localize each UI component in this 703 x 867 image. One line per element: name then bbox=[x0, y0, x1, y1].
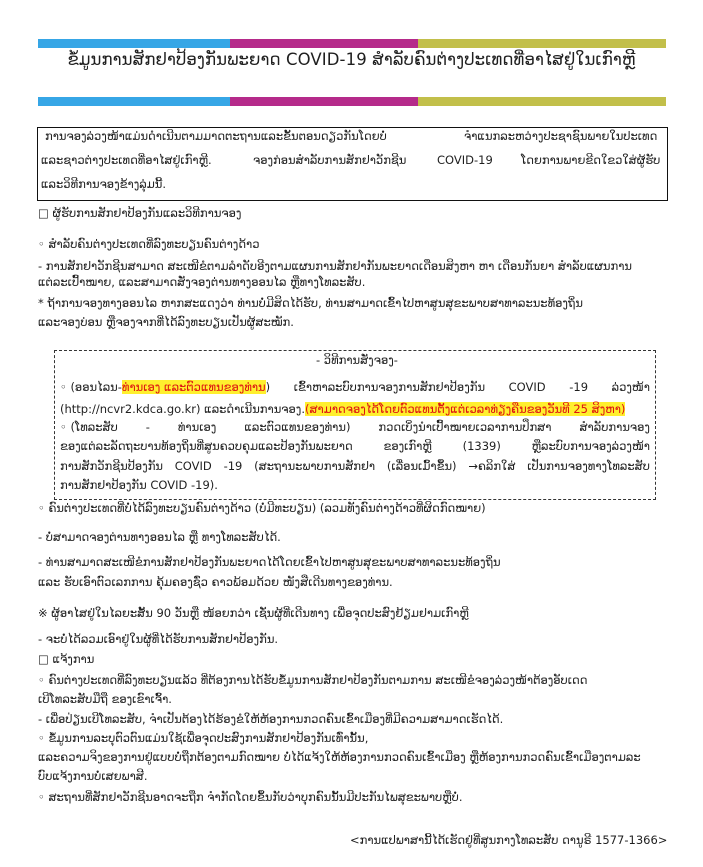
phone-for-booking: ສໍາລັບການຈອງ bbox=[579, 420, 650, 434]
online-advance: ລ່ວງໜ້າ bbox=[611, 380, 650, 394]
status-mouse: (ເລື່ອນເມົ້າຂຶ້ນ) bbox=[386, 459, 457, 473]
para-ineligible-line2: ແລະຈອງບ່ອນ ຫຼືຈອງຈາກທີ່ໄດ້ລົງທະບຽນເປັນຜູ້ສະໝັກ. bbox=[38, 315, 294, 329]
para-ineligible-line1: * ຖ້າການຈອງທາງອອນໄລ ຫາກສະແດງວ່າ ທ່ານບໍ່ມີສິດໄດ້ຮັບ, ທ່ານສາມາດເຂົ້າໄປຫາສູນສຸຂະພາບສາທາລະນະທ້ອງຖິ່ນ bbox=[38, 296, 583, 310]
para-change-phone: - ເພື່ອປ່ຽນເບີໂທລະສັບ, ຈໍາເປັນຕ້ອງໄດ້ຮ້ອງຂໍໃຫ້ຫ້ອງການກວດຄົນເຂົ້າເມືອງທີ່ມີຄວາມສາມາດເຮັດໄດ້. bbox=[38, 712, 504, 726]
box-row-online bbox=[60, 380, 650, 394]
para-no-report-line1: ແລະຄວາມຈິງຂອງການຢູ່ແບບບໍ່ຖືກຕ້ອງຕາມກົດໝາຍ ບໍ່ໄດ້ແຈ້ງໃຫ້ຫ້ອງການກວດຄົນເຂົ້າເມືອງ ຫຼືຫ້ອງການກວດຄົນເຂົ້າເມືອງຕາມລະ bbox=[38, 750, 641, 764]
para-health-center-line1: - ທ່ານສາມາດສະເໜີຂໍການສັກຢາປ້ອງກັນພະຍາດໄດ້ໂດຍເຂົ້າໄປຫາສູນສຸຂະພາບສາທາລະນະທ້ອງຖິ່ນ bbox=[38, 555, 501, 569]
para-health-center-line2: ແລະ ຮັບເອົາຕົວເລກການ ຄຸ້ມຄອງຊົ່ວ ຄາວພ້ອມດ້ວຍ ໜັງສືເດີນທາງຂອງທ່ານ. bbox=[38, 575, 393, 589]
intro-line2-a: ແລະຊາວຕ່າງປະເທດທີ່ອາໄສຢູ່ເກົາຫຼີ. bbox=[41, 153, 212, 167]
top-bar-magenta bbox=[230, 39, 418, 48]
box-row-phone bbox=[60, 420, 650, 434]
status-19: -19 bbox=[223, 459, 243, 473]
para-no-report-line2: ບົບແຈ້ງການບໍ່ເສຍພາສີ. bbox=[38, 769, 148, 783]
box-row-kdca bbox=[60, 439, 650, 453]
para-privacy: ◦ ຂໍ້ມູນການລະບຸຕົວຕົນແມ່ນໃຊ້ເພື່ອຈຸດປະສົງການສັກຢາປ້ອງກັນເທົ່ານັ້ນ, bbox=[38, 731, 369, 745]
reservation-url: (http://ncvr2.kdca.go.kr) ແລະດໍາເນີນການຈອງ. bbox=[60, 402, 305, 416]
online-covid: COVID bbox=[508, 380, 546, 394]
para-short-stay: ※ ຜູ້ອາໄສຢູ່ໃນໄລຍະສັ້ນ 90 ວັນຫຼື ໜ້ອຍກວ່າ ເຊັ່ນຜູ້ທີ່ເດີນທາງ ເພື່ອຈຸດປະສົງຢ້ຽມຢາມເກົາຫຼີ bbox=[38, 606, 469, 620]
para-schedule-line1: - ການສັກຢາວັກຊີນສາມາດ ສະເໜີຂໍຕາມລໍາດັບອີງຕາມແຜນການສັກຢາກັນພະຍາດເດືອນສິງຫາ ຫາ ເດືອນກັນຍາ ສໍາລັບແຜນການ bbox=[38, 259, 632, 273]
status-vaccination: ການສັກວັກຊີນປ້ອງກັນ bbox=[60, 459, 163, 473]
intro-line2-d: ໂດຍການພາຍຂີດໃຂວໃສ່ຜູ້ຮັບ bbox=[521, 153, 661, 167]
status-phone: ເປັນການຈອງທາງໂທລະສັບ bbox=[527, 459, 650, 473]
kdca-number: (1339) bbox=[462, 439, 501, 453]
phone-proxy: ແລະຕົວແທນຂອງທ່ານ) bbox=[244, 420, 351, 434]
para-schedule-line2: ແຕ່ລະເປົ້າໝາຍ, ແລະສາມາດສັ່ງຈອງຕ່ານທາງອອນໄລ ຫຼືທາງໂທລະສັບ. bbox=[38, 275, 366, 289]
status-text: (ສະຖານະພາບການສັກຢາ bbox=[254, 459, 376, 473]
status-covid: COVID bbox=[174, 459, 212, 473]
intro-line1-b: ຈໍາແນກລະຫວ່າງປະຊາຊົນພາຍໃນປະເທດ bbox=[464, 129, 658, 143]
para-no-booking: - ບໍ່ສາມາດຈອງຕ່ານທາງອອນໄລ ຫຼື ທາງໂທລະສັບໄດ້. bbox=[38, 530, 281, 544]
top-bar-blue bbox=[38, 39, 230, 48]
para-not-included: - ຈະບໍ່ໄດ້ລວມເອົາຢູ່ໃນຜູ້ທີ່ໄດ້ຮັບການສັກຢາປ້ອງກັນ. bbox=[38, 632, 279, 646]
intro-line2-c: COVID-19 bbox=[437, 153, 493, 167]
section-notice-heading: □ ແຈ້ງການ bbox=[38, 652, 95, 666]
online-text: ເຂົ້າຫາລະບົບການຈອງການສັກຢາປ້ອງກັນ bbox=[293, 380, 486, 394]
reservation-box-title: - ວິທີການສັ່ງຈອງ- bbox=[316, 353, 398, 367]
intro-line2-b: ຈອງກ່ອນສໍາລັບການສັກຢາວັກຊີນ bbox=[253, 153, 407, 167]
online-highlight: ທ່ານເອງ ແລະຕົວແທນຂອງທ່ານ bbox=[121, 380, 266, 394]
kdca-korea: ຂອງເກົາຫຼີ bbox=[383, 439, 432, 453]
proxy-date-highlight: (ສາມາດຈອງໄດ້ໂດຍຕົວແທນຕັ້ງແຕ່ເວລາທ່ຽງຄືນຂອງວັນທີ 25 ສິງຫາ) bbox=[304, 402, 626, 416]
bottom-bar-olive bbox=[418, 97, 666, 106]
bottom-bar-blue bbox=[38, 97, 230, 106]
para-update-phone-line2: ເບີໂທລະສັບມືຖື ຂອງເຂົາເຈົ້າ. bbox=[38, 692, 172, 706]
top-bar-olive bbox=[418, 39, 666, 48]
intro-line3: ແລະວິທີການຈອງຂ້າງລຸ່ມນີ້. bbox=[41, 177, 167, 191]
online-label: ◦ (ອອນໄລນ-ທ່ານເອງ ແລະຕົວແທນຂອງທ່ານ) bbox=[60, 380, 271, 394]
phone-label: ◦ (ໂທລະສັບ bbox=[60, 420, 118, 434]
phone-self: ທ່ານເອງ bbox=[177, 420, 217, 434]
bottom-bar-magenta bbox=[230, 97, 418, 106]
box-row-url bbox=[60, 402, 625, 416]
phone-dash: - bbox=[145, 420, 150, 434]
para-vaccination-site: ◦ ສະຖານທີ່ສັກຢາວັກຊີນອາດຈະຖືກ ຈໍາກັດໂດຍຂຶ້ນກັບວ່າບຸກຄົນນັ້ນມີປະກັນໄພສຸຂະພາບຫຼືບໍ່. bbox=[38, 790, 463, 804]
section-targets-heading: □ ຜູ້ຮັບການສັກຢາປ້ອງກັນແລະວິທີການຈອງ bbox=[38, 206, 242, 220]
para-registered-foreigners: ◦ ສໍາລັບຄົນຕ່າງປະເທດທີ່ລົງທະບຽນຄົນຕ່າງດ້າວ bbox=[38, 237, 260, 251]
box-row-status bbox=[60, 459, 650, 473]
box-row-end: ການສັກຢາປ້ອງກັນ COVID -19). bbox=[60, 478, 218, 492]
document-title: ຂໍ້ມູນການສັກຢາປ້ອງກັນພະຍາດ COVID-19 ສໍາລັບຄົນຕ່າງປະເທດທີ່ອາໄສຢູ່ໃນເກົາຫຼີ bbox=[67, 50, 636, 69]
translation-footer: <ການແປພາສານີ້ໄດ້ເຮັດຢູ່ທີ່ສູນກາງໂທລະສັບ ດານູຣີ 1577-1366> bbox=[350, 833, 668, 847]
intro-line1-a: ການຈອງລ່ວງໜ້າແມ່ນດໍາເນີນຕາມມາດຕະຖານແລະຂັ້ນຕອນດຽວກັນໂດຍບໍ່ bbox=[45, 129, 387, 143]
status-click: →ຄລິກໃສ່ bbox=[468, 459, 516, 473]
online-19: -19 bbox=[569, 380, 589, 394]
phone-check: ກວດເບິ່ງນໍາເປົ້າໝາຍເວລາການປຶກສາ bbox=[378, 420, 552, 434]
kdca-system: ຫຼືລະບົບການຈອງລ່ວງໜ້າ bbox=[531, 439, 650, 453]
para-unregistered: ◦ ຄົນຕ່າງປະເທດທີ່ບໍ່ໄດ້ລົງທະບຽນຄົນຕ່າງດ້າວ (ບໍ່ມີທະບຽນ) (ລວມທັງຄົນຕ່າງດ້າວທີ່ຜິດກົດໝາຍ) bbox=[38, 501, 486, 515]
para-update-phone-line1: ◦ ຄົນຕ່າງປະເທດທີ່ລົງທະບຽນແລ້ວ ທີ່ຕ້ອງການໄດ້ຮັບຂໍ້ມູນການສັກຢາປ້ອງກັນຕາມການ ສະເໜີຂໍຈອງລ່ວງໜ້າຕ້ອງອັບເດດ bbox=[38, 673, 588, 687]
kdca-text: ຂອງແຕ່ລະລັດຖະບານທ້ອງຖິ່ນທີ່ສູນຄວບຄຸມແລະປ້ອງກັນພະຍາດ bbox=[60, 439, 353, 453]
